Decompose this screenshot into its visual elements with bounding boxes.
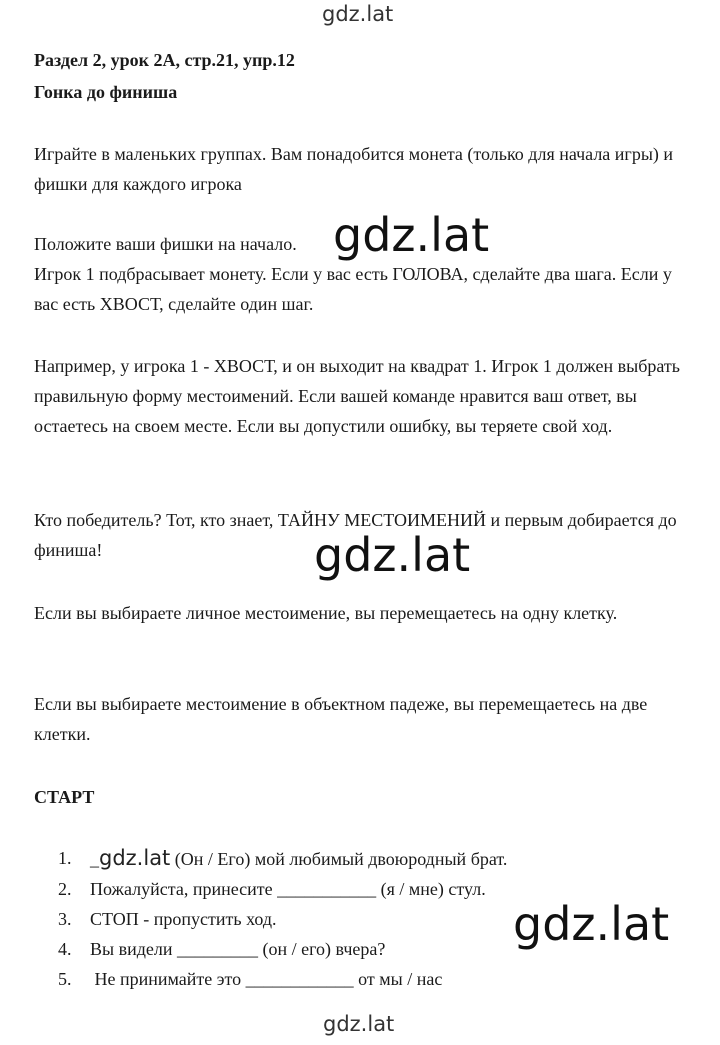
watermark-inline: gdz.lat	[99, 846, 171, 870]
exercise-title: Гонка до финиша	[34, 82, 178, 102]
paragraph-object-pronoun: Если вы выбираете местоимение в объектном падеже, вы перемещаетесь на две клетки.	[34, 694, 648, 744]
document-header	[34, 44, 694, 108]
item-text: Не принимайте это ____________ от мы / нас	[90, 969, 443, 989]
item-number: 3.	[58, 909, 72, 929]
paragraph-example: Например, у игрока 1 - ХВОСТ, и он выходит на квадрат 1. Игрок 1 должен выбрать правильную форму местоимений. Если вашей команде нравится ваш ответ, вы остаетесь на своем месте. Если вы допустили ошибку, вы теряете свой ход.	[34, 356, 680, 436]
paragraph-winner: Кто победитель? Тот, кто знает, ТАЙНУ МЕСТОИМЕНИЙ и первым добирается до финиша!	[34, 510, 677, 560]
paragraph-personal-pronoun: Если вы выбираете личное местоимение, вы перемещаетесь на одну клетку.	[34, 603, 618, 623]
item-text: СТОП - пропустить ход.	[90, 909, 277, 929]
list-item	[58, 964, 698, 994]
paragraph-setup-rest: Игрок 1 подбрасывает монету. Если у вас есть ГОЛОВА, сделайте два шага. Если у вас есть ХВОСТ, сделайте один шаг.	[34, 264, 672, 314]
paragraph-instructions: Играйте в маленьких группах. Вам понадобится монета (только для начала игры) и фишки для каждого игрока	[34, 144, 674, 194]
item-blank: _	[90, 849, 99, 869]
item-sentence: (Он / Его) мой любимый двоюродный брат.	[174, 849, 508, 869]
item-number: 1.	[58, 848, 72, 868]
start-label: СТАРТ	[34, 787, 95, 807]
section-heading: Раздел 2, урок 2А, стр.21, упр.12	[34, 50, 295, 70]
item-number: 2.	[58, 879, 72, 899]
item-text: Пожалуйста, принесите ___________ (я / мне) стул.	[90, 879, 486, 899]
paragraph-setup-line1: Положите ваши фишки на начало.	[34, 234, 297, 254]
watermark-bottom: gdz.lat	[323, 1012, 395, 1036]
item-number: 5.	[58, 969, 72, 989]
watermark-large: gdz.lat	[333, 208, 490, 262]
watermark-large: gdz.lat	[314, 528, 471, 582]
watermark-large: gdz.lat	[513, 897, 670, 951]
item-text	[90, 843, 507, 874]
item-text: Вы видели _________ (он / его) вчера?	[90, 939, 386, 959]
item-number: 4.	[58, 939, 72, 959]
watermark-top: gdz.lat	[322, 2, 394, 26]
list-item	[58, 843, 698, 874]
